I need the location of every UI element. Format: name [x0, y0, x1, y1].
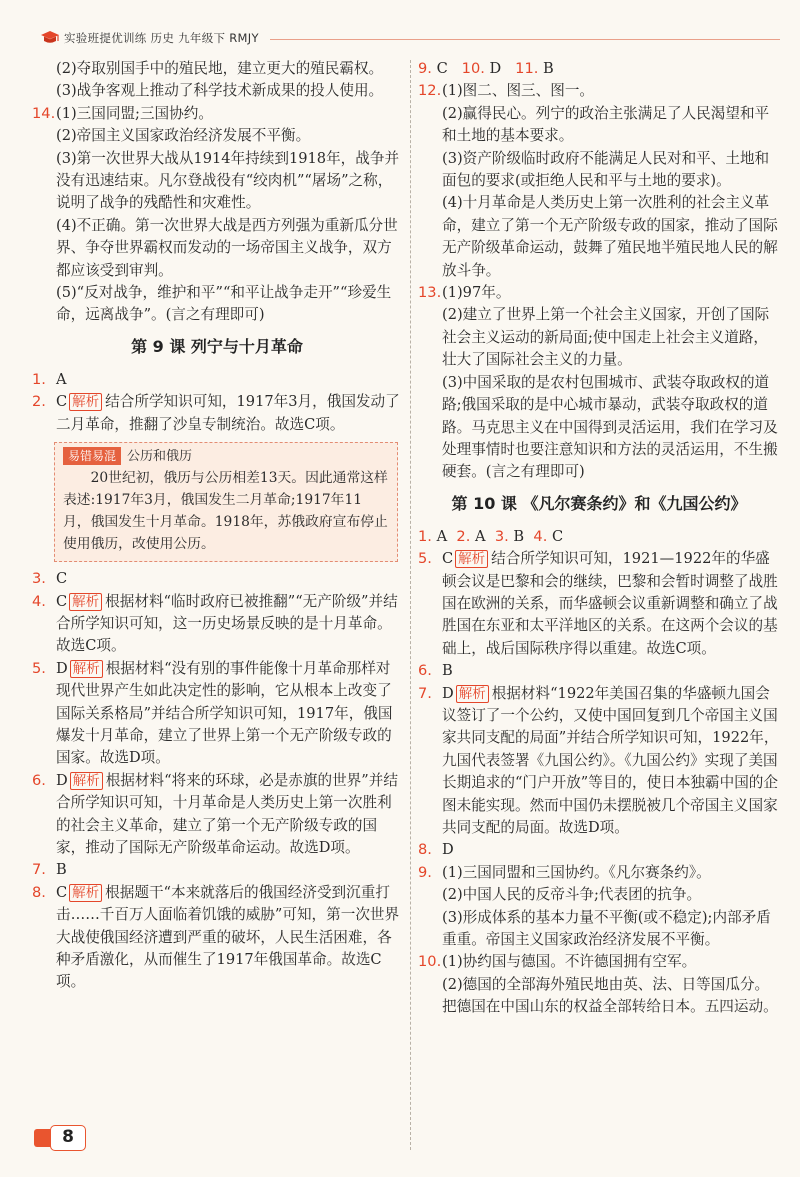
- answer-line: (4)十月革命是人类历史上第一次胜利的社会主义革命，建立了第一个无产阶级专政的国家，推动了国际无产阶级革命运动，鼓舞了殖民地半殖民地人民的解放斗争。: [442, 194, 778, 279]
- answer-7: [32, 859, 402, 881]
- answer-letter: A: [474, 527, 486, 545]
- analysis-text: 结合所学知识可知，1921—1922年的华盛顿会议是巴黎和会的继续，巴黎和会暂时调整了战胜国在欧洲的关系，而华盛顿会议重新调整和确立了战胜国在东亚和太平洋地区的关系。在这两个会议的基础上，战后国际秩序得以重建。故选C项。: [442, 550, 778, 657]
- question-number: 9.: [418, 863, 432, 881]
- note-body: 20世纪初，俄历与公历相差13天。因此通常这样表述:1917年3月，俄国发生二月革命;1917年11月，俄国发生十月革命。1918年，苏俄政府宣布停止使用俄历，改使用公历。: [63, 470, 388, 553]
- note-title: 易错易混: [63, 447, 121, 465]
- answer-letter: A: [56, 370, 67, 388]
- question-number: 14.: [32, 104, 56, 122]
- answer-letter: C: [56, 393, 68, 411]
- answer-letter: D: [442, 684, 454, 702]
- analysis-tag: 解析: [70, 660, 103, 678]
- answer-7: [418, 683, 780, 840]
- left-column: [32, 58, 402, 994]
- answer-letter: C: [56, 592, 68, 610]
- question-14: [32, 103, 402, 327]
- question-number: 3.: [32, 570, 46, 588]
- question-number: 10.: [461, 60, 485, 77]
- answer-1: [32, 369, 402, 391]
- analysis-tag: 解析: [70, 772, 103, 790]
- question-number: 6.: [32, 771, 46, 789]
- answer-line: (5)“反对战争，维护和平”“和平让战争走开”“珍爱生命，远离战争”。(言之有理即可): [56, 284, 392, 324]
- answer-line: (3)形成体系的基本力量不平衡(或不稳定);内部矛盾重重。帝国主义国家政治经济发展不平衡。: [442, 908, 771, 949]
- page-header: [40, 28, 780, 48]
- question-12: [418, 80, 780, 282]
- header-title: 实验班提优训练 历史 九年级下 RMJY: [64, 31, 259, 45]
- answer-letter: D: [442, 841, 454, 859]
- answer-4: [32, 591, 402, 658]
- question-number: 7.: [32, 861, 46, 879]
- answer-letter: B: [56, 861, 67, 879]
- question-number: 8.: [32, 883, 46, 901]
- analysis-text: 根据材料“没有别的事件能像十月革命那样对现代世界产生如此决定性的影响，它从根本上改变了国际关系格局”并结合所学知识可知，1917年，俄国爆发十月革命，建立了世界上第一个无产阶级专政的国家。故选D项。: [56, 659, 393, 767]
- answer-line: (1)97年。: [442, 284, 511, 302]
- question-number: 4.: [32, 592, 46, 610]
- question-number: 2.: [456, 527, 471, 545]
- answer-line: (3)第一次世界大战从1914年持续到1918年，战争并没有迅速结束。凡尔登战役有“绞肉机”“屠场”之称，说明了战争的残酷性和灾难性。: [56, 149, 400, 212]
- column-divider: [410, 60, 411, 1150]
- question-number: 13.: [418, 284, 442, 302]
- answer-5: [418, 548, 780, 660]
- question-number: 6.: [418, 662, 432, 680]
- question-number: 7.: [418, 684, 432, 702]
- answer-line: (1)图二、图三、图一。: [442, 82, 595, 100]
- analysis-text: 结合所学知识可知，1917年3月，俄国发动了二月革命，推翻了沙皇专制统治。故选C项。: [56, 393, 400, 433]
- answer-line: (3)战争客观上推动了科学技术新成果的投人使用。: [56, 82, 384, 100]
- answer-2: [32, 391, 402, 436]
- answer-line: (2)夺取别国手中的殖民地，建立更大的殖民霸权。: [56, 60, 384, 77]
- analysis-text: 根据题干“本来就落后的俄国经济受到沉重打击……千百万人面临着饥饿的威胁”可知，第一次世界大战使俄国经济遭到严重的破坏，人民生活困难，各种矛盾激化，从而催生了1917年俄国革命。故选C项。: [56, 883, 400, 991]
- answer-letter: B: [543, 60, 554, 77]
- answer-5: [32, 658, 402, 770]
- page-number: 8: [50, 1125, 86, 1151]
- answer-letter: D: [489, 60, 502, 77]
- right-column: [418, 58, 780, 1019]
- answer-line: (3)资产阶级临时政府不能满足人民对和平、土地和面包的要求(或拒绝人民和平与土地的要求)。: [442, 149, 770, 190]
- question-number: 9.: [418, 60, 432, 77]
- note-box: [54, 442, 398, 562]
- question-number: 1.: [418, 527, 432, 545]
- answer-row: [418, 58, 780, 80]
- answer-letter: B: [513, 527, 525, 545]
- analysis-tag: 解析: [69, 593, 102, 611]
- answer-letter: C: [56, 883, 68, 901]
- answer-line: (2)帝国主义国家政治经济发展不平衡。: [56, 127, 311, 145]
- lesson-heading: 第 10 课 《凡尔赛条约》和《九国公约》: [451, 493, 747, 513]
- question-number: 5.: [32, 659, 46, 677]
- question-number: 1.: [32, 370, 46, 388]
- answer-letter: D: [56, 771, 68, 789]
- question-10: [418, 951, 780, 1018]
- answer-line: (1)协约国与德国。不许德国拥有空军。: [442, 953, 697, 971]
- answer-line: (4)不正确。第一次世界大战是西方列强为重新瓜分世界、争夺世界霸权而发动的一场帝国主义战争，双方都应该受到审判。: [56, 216, 398, 279]
- answer-line: (2)中国人民的反帝斗争;代表团的抗争。: [442, 886, 702, 904]
- question-number: 5.: [418, 550, 432, 568]
- lesson-heading: 第 9 课 列宁与十月革命: [131, 336, 303, 356]
- analysis-text: 根据材料“将来的环球，必是赤旗的世界”并结合所学知识可知，十月革命是人类历史上第一次胜利的社会主义革命，建立了第一个无产阶级专政的国家，推动了国际无产阶级革命运动。故选D项。: [56, 771, 398, 856]
- question-13: [418, 282, 780, 484]
- note-subtitle: 公历和俄历: [127, 449, 193, 465]
- answer-8: [418, 839, 780, 861]
- answer-6: [418, 660, 780, 682]
- question-number: 10.: [418, 953, 442, 971]
- answer-line: (2)德国的全部海外殖民地由英、法、日等国瓜分。把德国在中国山东的权益全部转给日本。五四运动。: [442, 975, 778, 1016]
- answer-row: [418, 526, 780, 548]
- answer-letter: C: [551, 527, 564, 545]
- answer-line: (2)赢得民心。列宁的政治主张满足了人民渴望和平和土地的基本要求。: [442, 104, 770, 145]
- question-number: 3.: [494, 527, 509, 545]
- analysis-tag: 解析: [456, 685, 489, 703]
- question-number: 4.: [533, 527, 548, 545]
- answer-letter: C: [56, 570, 68, 588]
- graduation-cap-icon: [40, 30, 60, 46]
- answer-letter: C: [436, 60, 448, 77]
- answer-line: (1)三国同盟和三国协约。《凡尔赛条约》。: [442, 863, 711, 881]
- question-number: 2.: [32, 393, 46, 411]
- analysis-tag: 解析: [455, 550, 488, 568]
- analysis-text: 根据材料“1922年美国召集的华盛顿九国会议签订了一个公约，又使中国回复到几个帝国主义国家共同支配的局面”并结合所学知识可知，1922年，九国代表签署《九国公约》。《九国公约》实现了美国长期追求的“门户开放”等目的，使日本独霸中国的企图未能实现。然而中国仍未摆脱被几个帝国主义国家共同支配的局面。故选D项。: [442, 684, 779, 836]
- analysis-text: 根据材料“临时政府已被推翻”“无产阶级”并结合所学知识可知，这一历史场景反映的是十月革命。故选C项。: [56, 592, 398, 655]
- analysis-tag: 解析: [69, 393, 102, 411]
- analysis-tag: 解析: [69, 884, 102, 902]
- question-9: [418, 862, 780, 952]
- answer-8: [32, 882, 402, 994]
- answer-line: (1)三国同盟;三国协约。: [56, 104, 213, 122]
- answer-letter: D: [56, 659, 68, 677]
- question-number: 8.: [418, 841, 432, 859]
- answer-letter: A: [436, 527, 448, 545]
- answer-6: [32, 770, 402, 860]
- answer-line: (2)建立了世界上第一个社会主义国家，开创了国际社会主义运动的新局面;使中国走上社会主义道路，壮大了国际社会主义的力量。: [442, 306, 770, 369]
- question-number: 11.: [515, 60, 539, 77]
- answer-letter: C: [442, 550, 454, 568]
- answer-3: [32, 568, 402, 590]
- question-number: 12.: [418, 82, 442, 100]
- answer-letter: B: [442, 662, 453, 680]
- page-number-badge: [34, 1125, 86, 1151]
- header-rule: [270, 39, 780, 40]
- answer-line: (3)中国采取的是农村包围城市、武装夺取政权的道路;俄国采取的是中心城市暴动，武装夺取政权的道路。马克思主义在中国得到灵活运用，我们在学习及处理事情时也要注意知识和方法的灵活运用，不生搬硬套。(言之有理即可): [442, 373, 778, 481]
